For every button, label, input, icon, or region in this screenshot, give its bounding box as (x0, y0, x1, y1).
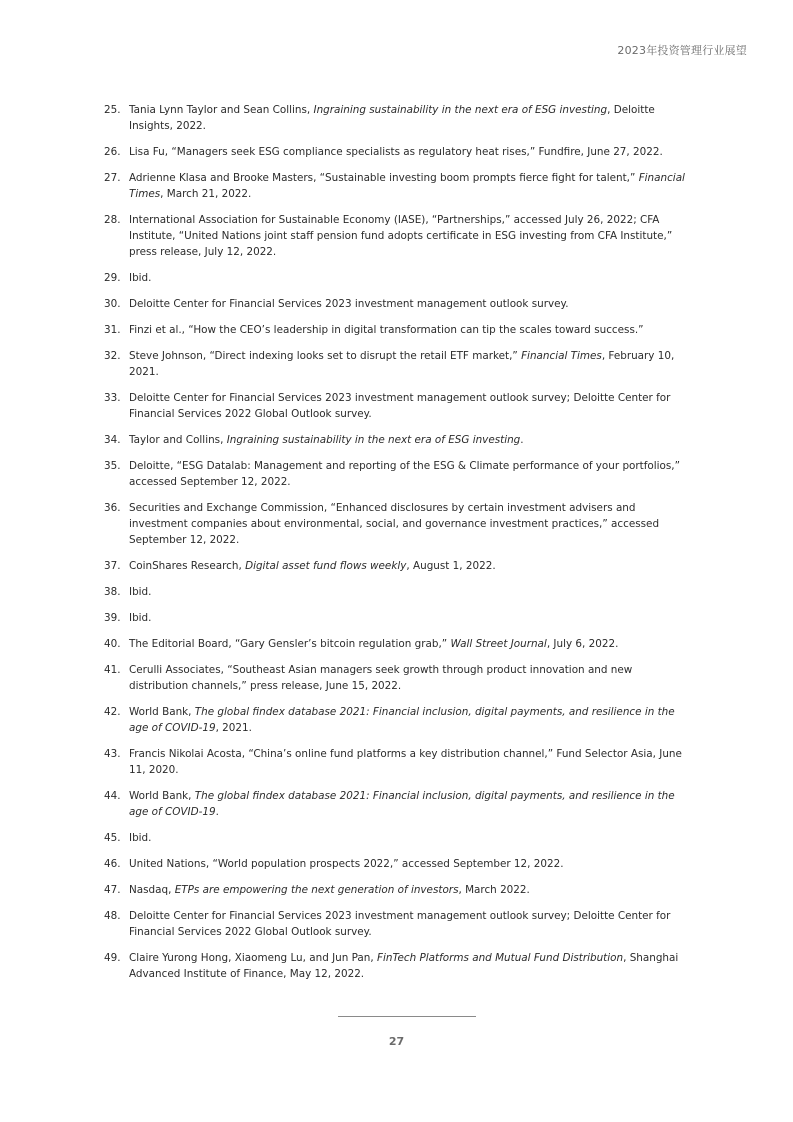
reference-title: Ingraining sustainability in the next era of ESG investing (313, 104, 608, 116)
reference-segment: Ibid. (129, 586, 152, 598)
reference-item (104, 458, 692, 490)
reference-item (104, 704, 692, 736)
reference-segment: The Editorial Board, “Gary Gensler’s bitcoin regulation grab,” (129, 638, 451, 650)
reference-number: 40. (104, 638, 121, 650)
reference-segment: , Deloitte Insights, 2022. (129, 104, 655, 132)
reference-number: 37. (104, 560, 121, 572)
reference-text (129, 500, 692, 548)
reference-title: FinTech Platforms and Mutual Fund Distribution (377, 952, 624, 964)
reference-item (104, 636, 692, 652)
reference-segment: Tania Lynn Taylor and Sean Collins, (129, 104, 314, 116)
reference-text (129, 212, 692, 260)
reference-item (104, 610, 692, 626)
reference-item (104, 270, 692, 286)
reference-number: 38. (104, 586, 121, 598)
reference-item (104, 348, 692, 380)
page-number: 27 (388, 1035, 405, 1048)
reference-segment: , July 6, 2022. (546, 638, 619, 650)
reference-item (104, 830, 692, 846)
reference-number: 36. (104, 502, 121, 514)
reference-segment: Ibid. (129, 612, 152, 624)
reference-segment: Nasdaq, (129, 884, 175, 896)
reference-number: 28. (104, 214, 121, 226)
reference-text (129, 788, 692, 820)
reference-segment: Francis Nikolai Acosta, “China’s online fund platforms a key distribution channel,” Fund Selector Asia, June 11, 2020. (129, 748, 682, 776)
reference-text (129, 610, 692, 626)
reference-text (129, 348, 692, 380)
reference-number: 31. (104, 324, 121, 336)
footer-divider (338, 1016, 476, 1017)
reference-segment: Ibid. (129, 272, 152, 284)
reference-title: The global findex database 2021: Financial inclusion, digital payments, and resilience in the age of COVID-19 (129, 706, 675, 734)
reference-number: 46. (104, 858, 121, 870)
reference-number: 35. (104, 460, 121, 472)
reference-number: 39. (104, 612, 121, 624)
reference-segment: . (520, 434, 524, 446)
reference-segment: Finzi et al., “How the CEO’s leadership in digital transformation can tip the scales toward success.” (129, 324, 644, 336)
reference-item (104, 746, 692, 778)
reference-title: ETPs are empowering the next generation of investors (174, 884, 459, 896)
reference-segment: Taylor and Collins, (129, 434, 227, 446)
reference-title: Wall Street Journal (450, 638, 547, 650)
reference-segment: Adrienne Klasa and Brooke Masters, “Sustainable investing boom prompts fierce fight for talent,” (129, 172, 639, 184)
reference-segment: Deloitte Center for Financial Services 2023 investment management outlook survey; Deloitte Center for Financial Services 2022 Global Outlook survey. (129, 910, 671, 938)
reference-item (104, 500, 692, 548)
reference-text (129, 882, 692, 898)
reference-item (104, 882, 692, 898)
reference-text (129, 704, 692, 736)
reference-number: 47. (104, 884, 121, 896)
reference-text (129, 458, 692, 490)
reference-number: 49. (104, 952, 121, 964)
reference-item (104, 908, 692, 940)
reference-item (104, 950, 692, 982)
reference-text (129, 432, 692, 448)
reference-number: 32. (104, 350, 121, 362)
reference-text (129, 144, 692, 160)
reference-segment: Cerulli Associates, “Southeast Asian managers seek growth through product innovation and new distribution channels,” press release, June 15, 2022. (129, 664, 633, 692)
reference-item (104, 662, 692, 694)
reference-text (129, 830, 692, 846)
reference-segment: Deloitte Center for Financial Services 2023 investment management outlook survey; Deloitte Center for Financial Services 2022 Global Outlook survey. (129, 392, 671, 420)
reference-segment: Lisa Fu, “Managers seek ESG compliance specialists as regulatory heat rises,” Fundfire, June 27, 2022. (129, 146, 663, 158)
reference-item (104, 788, 692, 820)
reference-segment: Deloitte Center for Financial Services 2023 investment management outlook survey. (129, 298, 569, 310)
reference-number: 33. (104, 392, 121, 404)
reference-item (104, 558, 692, 574)
reference-segment: . (215, 806, 219, 818)
reference-text (129, 856, 692, 872)
reference-segment: World Bank, (129, 790, 195, 802)
reference-list (104, 102, 692, 992)
running-header: 2023年投资管理行业展望 (617, 44, 747, 57)
reference-title: Financial Times (129, 172, 685, 200)
reference-number: 30. (104, 298, 121, 310)
reference-text (129, 102, 692, 134)
reference-number: 34. (104, 434, 121, 446)
reference-number: 27. (104, 172, 121, 184)
reference-item (104, 296, 692, 312)
reference-item (104, 856, 692, 872)
reference-number: 44. (104, 790, 121, 802)
reference-segment: United Nations, “World population prospects 2022,” accessed September 12, 2022. (129, 858, 564, 870)
reference-title: The global findex database 2021: Financial inclusion, digital payments, and resilience in the age of COVID-19 (129, 790, 675, 818)
reference-text (129, 950, 692, 982)
reference-segment: International Association for Sustainable Economy (IASE), “Partnerships,” accessed July 26, 2022; CFA Institute, “United Nations joint staff pension fund adopts certificate in ESG investing from CFA Institute,” press release, July 12, 2022. (129, 214, 673, 258)
reference-segment: Claire Yurong Hong, Xiaomeng Lu, and Jun Pan, (129, 952, 377, 964)
reference-number: 43. (104, 748, 121, 760)
reference-number: 45. (104, 832, 121, 844)
reference-item (104, 584, 692, 600)
reference-segment: Securities and Exchange Commission, “Enhanced disclosures by certain investment advisers and investment companies about environmental, social, and governance investment practices,” accessed September 12, 2022. (129, 502, 660, 546)
reference-number: 25. (104, 104, 121, 116)
reference-title: Financial Times (521, 350, 602, 362)
reference-number: 48. (104, 910, 121, 922)
reference-title: Ingraining sustainability in the next era of ESG investing (226, 434, 521, 446)
reference-text (129, 584, 692, 600)
reference-text (129, 270, 692, 286)
reference-text (129, 908, 692, 940)
reference-item (104, 144, 692, 160)
reference-item (104, 432, 692, 448)
reference-text (129, 296, 692, 312)
reference-text (129, 322, 692, 338)
reference-title: Digital asset fund flows weekly (245, 560, 407, 572)
reference-segment: , Shanghai Advanced Institute of Finance, May 12, 2022. (129, 952, 679, 980)
reference-number: 26. (104, 146, 121, 158)
reference-segment: Deloitte, “ESG Datalab: Management and reporting of the ESG & Climate performance of your portfolios,” accessed September 12, 2022. (129, 460, 680, 488)
reference-text (129, 390, 692, 422)
reference-text (129, 746, 692, 778)
reference-text (129, 662, 692, 694)
reference-number: 29. (104, 272, 121, 284)
reference-number: 42. (104, 706, 121, 718)
reference-number: 41. (104, 664, 121, 676)
reference-text (129, 170, 692, 202)
reference-segment: , March 2022. (458, 884, 530, 896)
reference-segment: , 2021. (215, 722, 252, 734)
reference-item (104, 212, 692, 260)
reference-item (104, 390, 692, 422)
reference-item (104, 170, 692, 202)
reference-segment: , March 21, 2022. (160, 188, 252, 200)
reference-text (129, 558, 692, 574)
reference-segment: , February 10, 2021. (129, 350, 675, 378)
reference-item (104, 322, 692, 338)
reference-segment: World Bank, (129, 706, 195, 718)
reference-segment: , August 1, 2022. (406, 560, 496, 572)
reference-segment: Steve Johnson, “Direct indexing looks set to disrupt the retail ETF market,” (129, 350, 522, 362)
reference-segment: Ibid. (129, 832, 152, 844)
reference-segment: CoinShares Research, (129, 560, 246, 572)
reference-text (129, 636, 692, 652)
reference-item (104, 102, 692, 134)
